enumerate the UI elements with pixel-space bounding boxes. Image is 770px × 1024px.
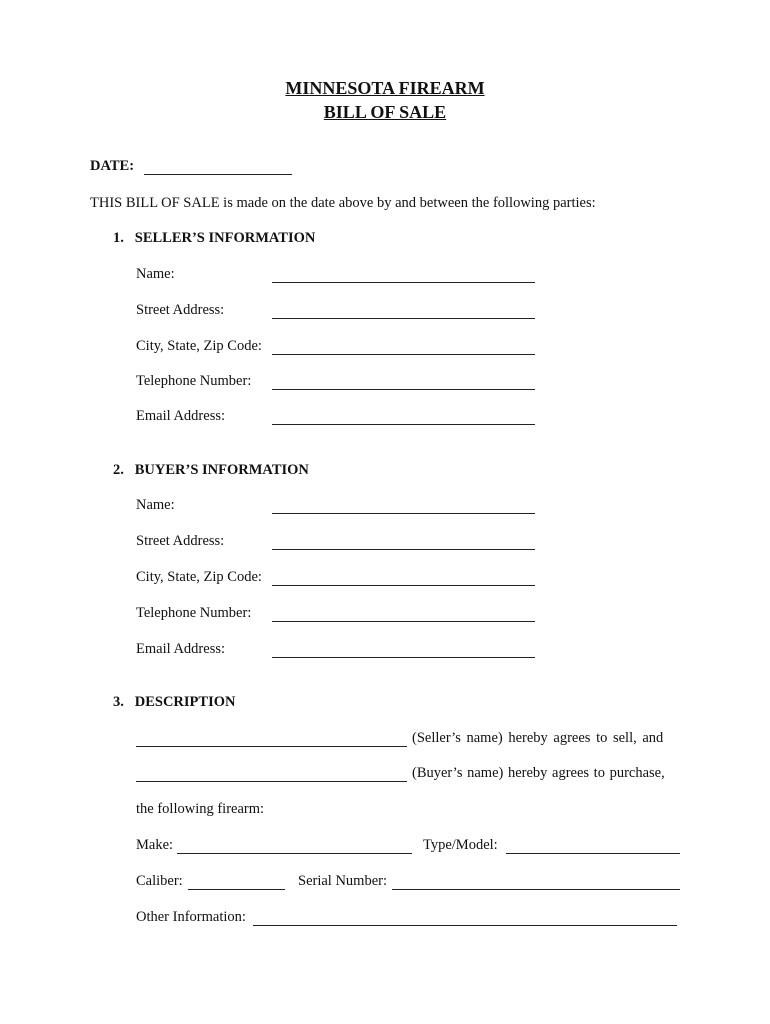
buyer-clause: (Buyer’s name) hereby agrees to purchase, (412, 765, 665, 781)
buyer-name-blank[interactable] (136, 781, 407, 782)
type-model-field[interactable] (506, 853, 680, 854)
type-model-label: Type/Model: (423, 837, 498, 853)
caliber-field[interactable] (188, 889, 285, 890)
buyer-name-label: Name: (136, 497, 175, 513)
following-firearm-text: the following firearm: (136, 801, 265, 817)
seller-phone-label: Telephone Number: (136, 373, 252, 389)
seller-clause: (Seller’s name) hereby agrees to sell, and (412, 730, 664, 746)
seller-street-label: Street Address: (136, 302, 225, 318)
other-information-label: Other Information: (136, 909, 246, 925)
date-field[interactable] (144, 174, 292, 175)
buyer-street-field[interactable] (272, 549, 535, 550)
buyer-phone-field[interactable] (272, 621, 535, 622)
intro-text: THIS BILL OF SALE is made on the date above by and between the following parties: (90, 195, 596, 211)
other-information-field[interactable] (253, 925, 677, 926)
buyer-street-label: Street Address: (136, 533, 225, 549)
seller-name-blank[interactable] (136, 746, 407, 747)
seller-phone-field[interactable] (272, 389, 535, 390)
make-label: Make: (136, 837, 174, 853)
seller-name-label: Name: (136, 266, 175, 282)
title-line-1: MINNESOTA FIREARM (285, 78, 485, 98)
serial-number-field[interactable] (392, 889, 680, 890)
title-line-2: BILL OF SALE (323, 102, 447, 122)
description-heading: 3. DESCRIPTION (113, 694, 236, 710)
seller-heading: 1. SELLER’S INFORMATION (113, 230, 316, 246)
caliber-label: Caliber: (136, 873, 183, 889)
buyer-city-label: City, State, Zip Code: (136, 569, 262, 585)
buyer-name-field[interactable] (272, 513, 535, 514)
seller-city-label: City, State, Zip Code: (136, 338, 262, 354)
seller-name-field[interactable] (272, 282, 535, 283)
make-field[interactable] (177, 853, 412, 854)
buyer-city-field[interactable] (272, 585, 535, 586)
date-label: DATE: (90, 158, 135, 174)
seller-email-label: Email Address: (136, 408, 226, 424)
seller-street-field[interactable] (272, 318, 535, 319)
buyer-email-label: Email Address: (136, 641, 226, 657)
buyer-email-field[interactable] (272, 657, 535, 658)
seller-email-field[interactable] (272, 424, 535, 425)
seller-city-field[interactable] (272, 354, 535, 355)
buyer-phone-label: Telephone Number: (136, 605, 252, 621)
buyer-heading: 2. BUYER’S INFORMATION (113, 462, 309, 478)
serial-number-label: Serial Number: (298, 873, 387, 889)
